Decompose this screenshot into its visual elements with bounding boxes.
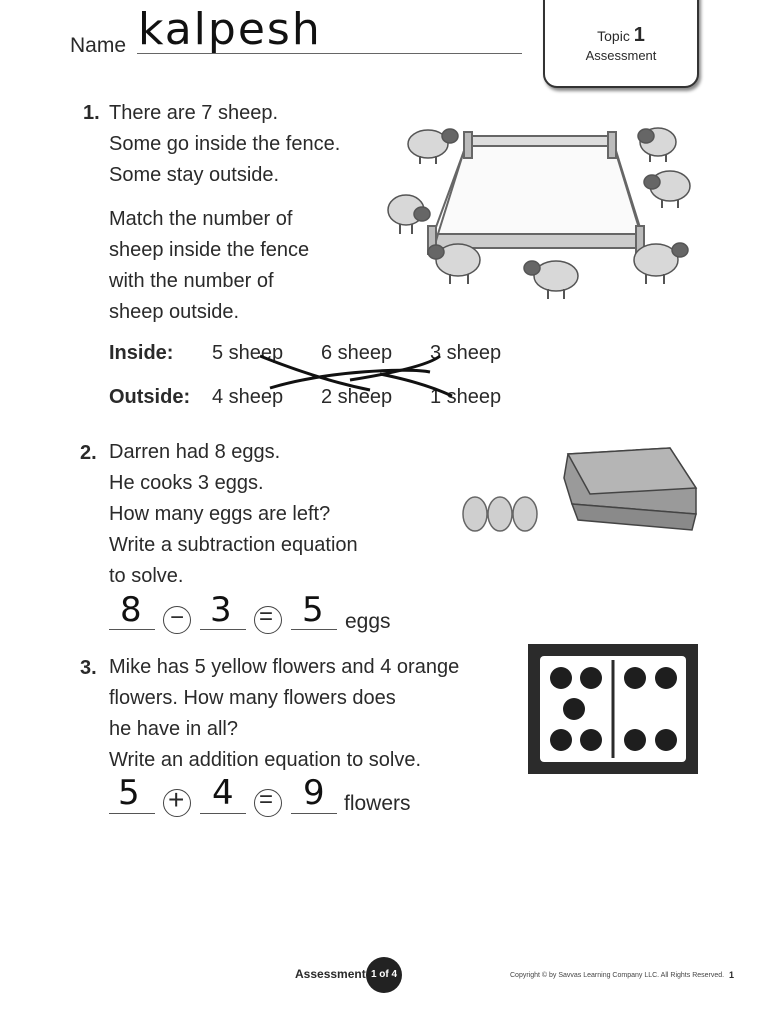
- q2-answer-2: 3: [210, 590, 232, 630]
- inside-option-3[interactable]: 3 sheep: [430, 342, 502, 364]
- q1-line: Some stay outside.: [109, 164, 280, 186]
- q1-instruction-line: with the number of: [109, 270, 274, 292]
- outside-label: Outside:: [109, 386, 191, 408]
- copyright-text: Copyright © by Savvas Learning Company LLC. All Rights Reserved.: [510, 972, 725, 979]
- fence-sheep-illustration: [380, 110, 700, 310]
- q2-equals: =: [259, 603, 274, 630]
- egg-icon: [513, 497, 537, 531]
- q2-answer-3: 5: [302, 590, 324, 630]
- name-label: Name: [70, 34, 127, 57]
- topic-word: Topic: [597, 28, 630, 44]
- outside-option-1[interactable]: 1 sheep: [430, 386, 502, 408]
- q1-line: Some go inside the fence.: [109, 133, 341, 155]
- q1-text: [109, 98, 340, 191]
- q2-unit: eggs: [345, 610, 391, 633]
- q3-unit: flowers: [344, 792, 411, 815]
- eggs-carton-illustration: [460, 444, 705, 540]
- page-number: 1: [729, 970, 735, 980]
- q2-number: 2.: [80, 442, 97, 464]
- q2-text: [109, 437, 358, 592]
- match-line-extra: [380, 374, 452, 396]
- domino-illustration: [528, 644, 698, 774]
- inside-label: Inside:: [109, 342, 174, 364]
- egg-carton-icon: [564, 448, 696, 530]
- q2-line: How many eggs are left?: [109, 503, 331, 525]
- q3-answer-2: 4: [212, 773, 234, 813]
- q1-instruction-line: sheep inside the fence: [109, 239, 310, 261]
- footer-assessment-label: Assessment: [295, 967, 366, 981]
- q3-line: Mike has 5 yellow flowers and 4 orange: [109, 656, 460, 678]
- q3-line: flowers. How many flowers does: [109, 687, 396, 709]
- outside-option-4[interactable]: 4 sheep: [212, 386, 284, 408]
- q2-operator: −: [170, 604, 185, 631]
- topic-tab: [543, 0, 699, 88]
- q3-equals: =: [259, 786, 274, 813]
- q3-number: 3.: [80, 657, 97, 679]
- q3-line: he have in all?: [109, 718, 238, 740]
- topic-subtitle: Assessment: [585, 48, 657, 63]
- q2-line: He cooks 3 eggs.: [109, 472, 264, 494]
- q2-line: to solve.: [109, 565, 184, 587]
- q2-line: Darren had 8 eggs.: [109, 441, 281, 463]
- egg-icon: [463, 497, 487, 531]
- q1-instruction-line: Match the number of: [109, 208, 293, 230]
- q3-answer-3: 9: [303, 773, 325, 813]
- q3-operator: +: [168, 784, 185, 815]
- q1-number: 1.: [83, 102, 100, 124]
- q2-answer-1: 8: [120, 590, 142, 630]
- inside-option-6[interactable]: 6 sheep: [321, 342, 393, 364]
- q3-answer-1: 5: [118, 773, 140, 813]
- q1-instruction-line: sheep outside.: [109, 301, 240, 323]
- topic-number: 1: [633, 24, 645, 46]
- q2-line: Write a subtraction equation: [109, 534, 358, 556]
- outside-option-2[interactable]: 2 sheep: [321, 386, 393, 408]
- q1-instructions: [109, 204, 309, 328]
- q3-line: Write an addition equation to solve.: [109, 749, 422, 771]
- matching-lines: [230, 350, 470, 400]
- egg-icon: [488, 497, 512, 531]
- inside-option-5[interactable]: 5 sheep: [212, 342, 284, 364]
- q3-text: [109, 652, 459, 776]
- name-handwritten: kalpesh: [138, 4, 322, 55]
- topic-heading: [545, 24, 697, 47]
- page-badge: 1 of 4: [366, 957, 402, 993]
- q1-line: There are 7 sheep.: [109, 102, 278, 124]
